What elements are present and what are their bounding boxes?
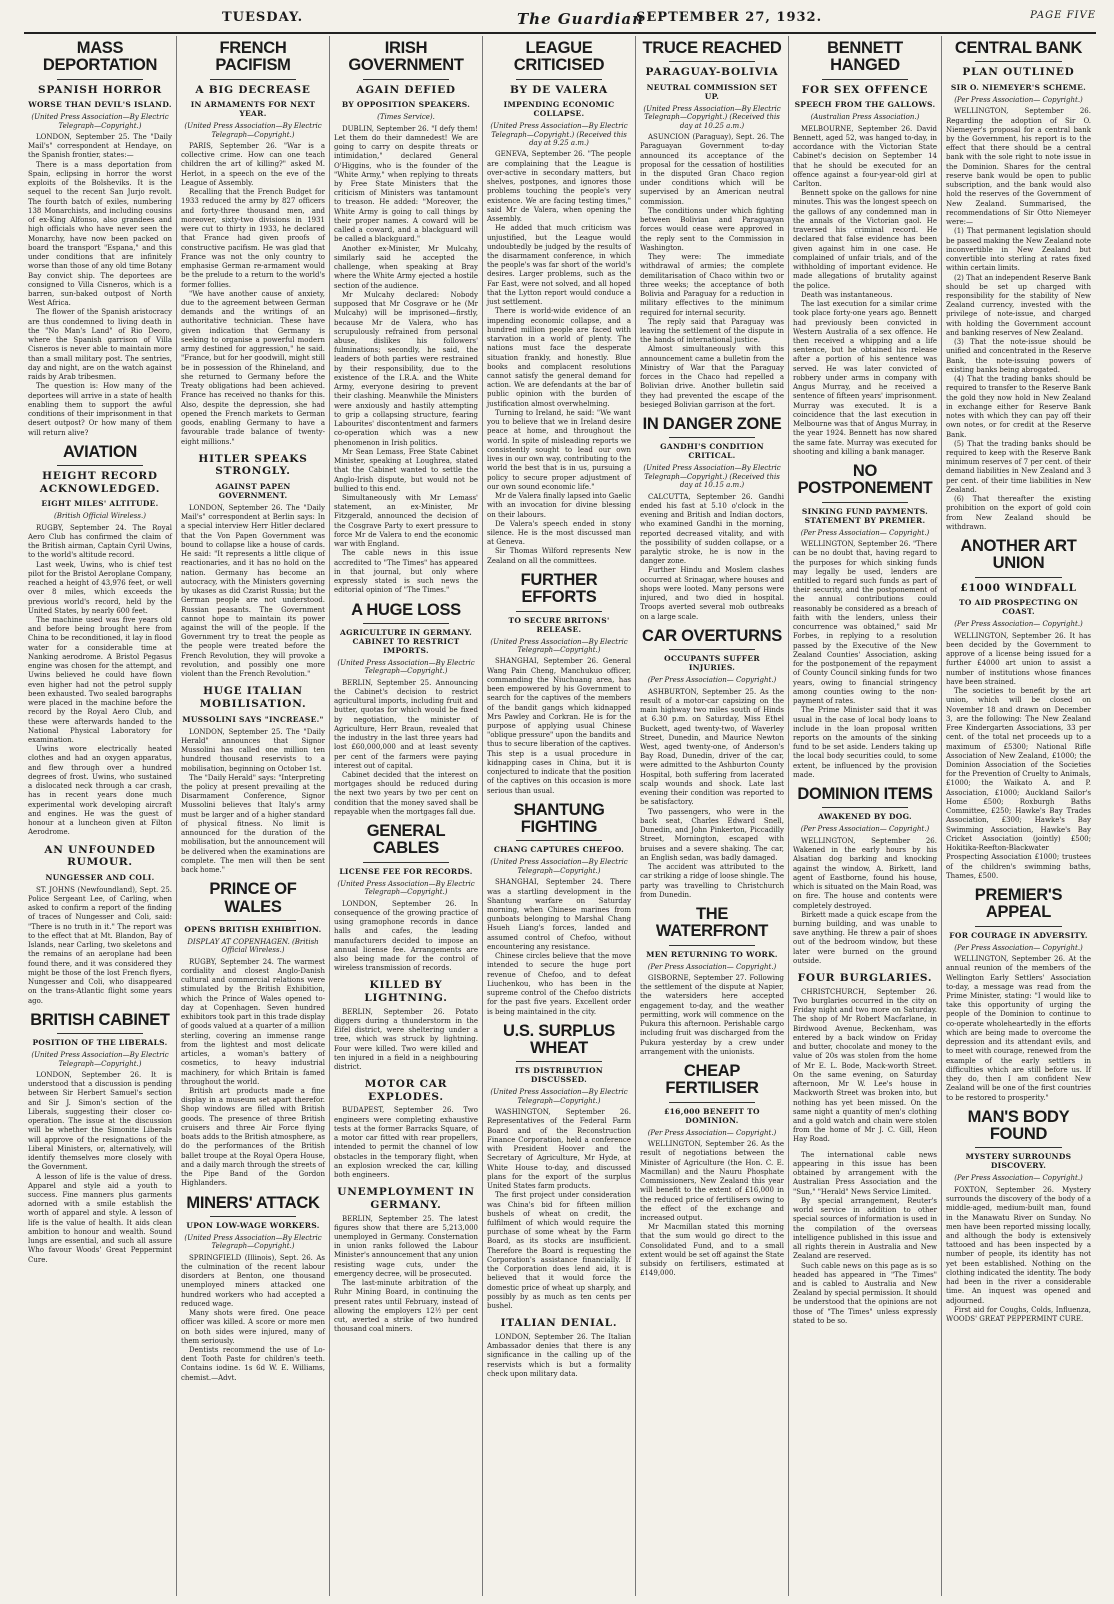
- column-7: [942, 36, 1095, 1596]
- article-subhead: SPANISH HORROR: [37, 83, 163, 96]
- article-body: [946, 955, 1091, 1103]
- article-paragraph: BERLIN, September 26. Potato diggers during a thunderstorm in the Eifel district, were sheltering under a tree, which was struck by lightning. Four were killed. Two were killed and ten injured in a field in a neighbouring district.: [334, 1007, 478, 1072]
- article-credit: (Per Press Association— Copyright.): [954, 95, 1083, 104]
- article: [793, 463, 937, 780]
- article: [487, 1317, 631, 1379]
- column-5: [636, 36, 789, 1596]
- headline-rule: [210, 920, 296, 921]
- article-headline: MINERS' ATTACK: [186, 1193, 320, 1212]
- article: [640, 1063, 784, 1279]
- article-deck: IN ARMAMENTS FOR NEXT YEAR.: [190, 100, 316, 119]
- article-body: [181, 504, 325, 679]
- article-body: [28, 1071, 172, 1265]
- article-paragraph: MELBOURNE, September 26. David Bennett, aged 52, was hanged to-day, in accordance with the Victorian State Cabinet's decision on September 14 that he should be executed for an offence against a four-year-old girl at Carlton.: [793, 124, 937, 189]
- article-headline: FRENCH PACIFISM: [215, 39, 291, 75]
- article: [793, 1151, 937, 1326]
- article-subhead: MOTOR CAR EXPLODES.: [364, 1078, 448, 1103]
- article-credit: (Per Press Association— Copyright.): [647, 962, 777, 971]
- article-paragraph: LONDON, September 25. The "Daily Mail's" correspondent at Hendaye, on the Spanish frontier, states:—: [28, 133, 172, 160]
- article-body: [793, 988, 937, 1145]
- article-body: [640, 974, 784, 1057]
- article-body: [946, 1186, 1091, 1325]
- article-headline: PRINCE OF WALES: [209, 880, 297, 916]
- article-body: [640, 133, 784, 410]
- article-body: [793, 1151, 937, 1326]
- article-body: [793, 540, 937, 780]
- article-body: [487, 150, 631, 566]
- column-2: [177, 36, 330, 1596]
- article-headline: NO POSTPONEMENT: [797, 462, 933, 498]
- article-headline: IN DANGER ZONE: [642, 415, 782, 434]
- article-paragraph: Mr Mulcahy declared: Nobody supposed that Mr Cosgrave or he (Mr Mulcahy) will be imprisoned—firstly, because Mr de Valera, who has scrupulously refrained from personal abuse, dislikes his followers' fulminations; secondly, he said, the leaders of both parties were restrained by their responsibility, due to the existence of the I.R.A. and the White Army, everyone desiring to prevent their clashing. Meanwhile the Ministers were anxiously and hastily attempting to grip a collapsing structure, fearing Labourites' discontentment and farmers co-operation which was a new phenomenon in Irish politics.: [334, 290, 478, 447]
- article-headline: CENTRAL BANK: [954, 39, 1083, 57]
- article-body: [640, 493, 784, 622]
- article-paragraph: Recalling that the French Budget for 1933 reduced the army by 827 officers and forty-three thousand men, and moreover, sixty-two divisions in 1931 were cut to thirty in 1933, he declared that France had given proofs of constructive pacifism. He was glad that France was not the only country to emphasise German re-armament would be the prelude to a return to the world's former follies.: [181, 188, 325, 289]
- article-paragraph: BUDAPEST, September 26. Two engineers were completing exhaustive tests at the former Barracks Square, of a motor car fitted with rear propellers, intended to permit the channel of low obstacles in the temporary flight, when an explosion wrecked the car, killing both engineers.: [334, 1106, 478, 1180]
- article-paragraph: (4) That the trading banks should be required to transfer to the Reserve Bank the gold they now hold in New Zealand in exchange either for Reserve Bank notes with which they can pay off their own notes, or for credit at the Reserve Bank.: [946, 375, 1091, 439]
- article-credit: (United Press Association—By Electric Telegraph—Copyright.) (Received this day at 10.25 a.m.): [643, 104, 781, 130]
- article-paragraph: Sir Thomas Wilford represents New Zealand on all the committees.: [487, 547, 631, 565]
- article-paragraph: ASUNCION (Paraguay), Sept. 26. The Paraguayan Government to-day announced its acceptance of the proposal for the cessation of hostilities in the disputed Gran Chaco region under conditions which will be supervised by an American neutral commission.: [640, 133, 784, 206]
- article-paragraph: Simultaneously with Mr Lemass' statement, an ex-Minister, Mr Fitzgerald, announced the decision of the Cosgrave Party to exert pressure to force Mr de Valera to end the economic war with England.: [334, 493, 478, 549]
- article-paragraph: The cable news in this issue accredited to "The Times" has appeared in that journal, but only where expressly stated is such news the editorial opinion of "The Times.": [334, 549, 478, 595]
- headline-rule: [57, 1033, 143, 1034]
- headline-rule: [822, 79, 908, 80]
- article-credit: (Per Press Association— Copyright.): [800, 825, 930, 834]
- article-subhead: HITLER SPEAKS STRONGLY.: [198, 452, 308, 478]
- article-body: [334, 679, 478, 818]
- headline-rule: [669, 61, 755, 62]
- article-paragraph: WASHINGTON, September 26. Representatives of the Federal Farm Board and of the Reconstruction Finance Corporation, held a conference with President Hoover and the Secretary of Agriculture, Mr Hyde, at White House to-day, and discussed plans for the export of the surplus United States farm products.: [487, 1108, 631, 1191]
- article-credit: (United Press Association—By Electric Telegraph—Copyright.): [337, 879, 475, 897]
- article: [640, 416, 784, 622]
- article-headline: LEAGUE CRITICISED: [513, 39, 605, 75]
- article: [793, 40, 937, 457]
- article: [334, 1078, 478, 1180]
- article-credit: (United Press Association—By Electric Telegraph—Copyright.) (Received this day at 10.15 a.m.): [643, 464, 781, 490]
- article-deck: SINKING FUND PAYMENTS. STATEMENT BY PREMIER.: [801, 506, 929, 525]
- column-3: [330, 36, 483, 1596]
- article-paragraph: Cabinet decided that the interest on mortgages should be reduced during the next two years by two per cent on condition that the money saved shall be repayable when the mortgages fall due.: [334, 771, 478, 816]
- article-paragraph: Birkett made a quick escape from the burning building, and was unable to save anything. He threw a pair of shoes out of the bedroom window, but these later were burned on the ground outside.: [793, 910, 937, 965]
- article-body: [181, 728, 325, 876]
- article-headline: CHEAP FERTILISER: [665, 1062, 759, 1098]
- article-body: [487, 657, 631, 796]
- article-body: [28, 524, 172, 838]
- article: [946, 40, 1091, 532]
- article-credit: DISPLAY AT COPENHAGEN. (British Official Wireless.): [187, 937, 319, 955]
- article: [640, 628, 784, 900]
- article-deck: TO SECURE BRITONS' RELEASE.: [508, 615, 610, 634]
- headline-rule: [516, 79, 602, 80]
- article-paragraph: A lesson of life is the value of dress. Apparel and style aid a youth to success. Fine manners plus garments adorned with a smile establish the worth of apparel and style. A lesson of life is the value of health. It aids clean ambition to honour and wealth. Sound lungs are essential, and such all assure Who favour Woods' Great Peppermint Cure.: [28, 1172, 172, 1264]
- article-paragraph: SPRINGFIELD (Illinois), Sept. 26. As the culmination of the recent labour disorders at Benton, one thousand unemployed miners attacked one hundred workers who had accepted a reduced wage.: [181, 1253, 325, 1308]
- column-4: [483, 36, 636, 1596]
- headline-rule: [363, 623, 449, 624]
- article-body: [487, 1108, 631, 1311]
- article-credit: (United Press Association—By Electric Telegraph—Copyright.): [490, 637, 628, 654]
- article-body: [181, 142, 325, 447]
- article-credit: (United Press Association—By Electric Telegraph—Copyright.): [490, 1088, 628, 1105]
- article: [334, 979, 478, 1072]
- article: [28, 444, 172, 838]
- article-deck: FOR COURAGE IN ADVERSITY.: [949, 930, 1088, 940]
- headline-rule: [210, 79, 296, 80]
- article-headline: FURTHER EFFORTS: [520, 570, 598, 607]
- article-subhead: FOR SEX OFFENCE: [801, 83, 929, 96]
- article-body: [793, 837, 937, 966]
- article-paragraph: RUGBY, September 24. The warmest cordiality and closest Anglo-Danish cultural and commercial relations were stimulated by the British Exhibition, which the Prince of Wales opened to-day at Copenhagen. Seven hundred exhibitors took part in this trade display of goods valued at a quarter of a million sterling, covering an immense range from the lightest and most delicate articles, a woman's battery of cosmetics, to heavy industrial machinery, for which Britain is famed throughout the world.: [181, 957, 325, 1086]
- article-subhead: PLAN OUTLINED: [962, 66, 1075, 79]
- article-headline: AVIATION: [63, 442, 137, 461]
- article: [28, 844, 172, 1006]
- article-paragraph: The conditions under which fighting between Bolivian and Paraguayan forces would cease were approved in the reply sent to the Commission in Washington.: [640, 206, 784, 252]
- article-credit: (Per Press Association— Copyright.): [647, 676, 777, 685]
- article-paragraph: The last execution for a similar crime took place forty-one years ago. Bennett had previously been convicted in Western Australia of a sex offence. He then received a whipping and a life sentence, but he obtained his release after a portion of his sentence was served. He was later convicted of robbery under arms in company with Angus Murray, and he received a sentence of fifteen years' imprisonment. Murray was executed. It is a coincidence that the last execution in Melbourne was that of Angus Murray, in the year 1924. Bennett has now shared the same fate. Murray was executed for shooting and killing a bank manager.: [793, 300, 937, 456]
- article-body: [334, 1106, 478, 1180]
- article-paragraph: Uwins wore electrically heated clothes and had an oxygen apparatus, and flew through over a hundred degrees of frost. Uwins, who sustained a dislocated neck through a car crash, has in recent years done much experimental work developing aircraft and engines. He was the guest of honour at a luncheon given at Filton Aerodrome.: [28, 745, 172, 837]
- article-headline: MAN'S BODY FOUND: [967, 1107, 1070, 1144]
- article-subhead: UNEMPLOYMENT IN GERMANY.: [337, 1186, 475, 1211]
- article-credit: (United Press Association—By Electric Telegraph—Copyright.) (Received this day at 9.25 a.m.): [490, 122, 628, 147]
- article-body: [334, 125, 478, 596]
- article-credit: (United Press Association—By Electric Telegraph—Copyright.): [31, 113, 169, 130]
- article-deck: EIGHT MILES' ALTITUDE.: [41, 499, 159, 509]
- article-paragraph: The accident was attributed to the car striking a ridge of loose shingle. The party was travelling to Christchurch from Dunedin.: [640, 863, 784, 899]
- article: [640, 906, 784, 1057]
- article-deck: NUNGESSER AND COLI.: [45, 872, 155, 882]
- article-deck: NEUTRAL COMMISSION SET UP.: [646, 82, 778, 101]
- article-paragraph: Chinese circles believe that the move intended to secure the huge port revenue of Chefoo, and to defeat Liuchenkou, who has been in the supreme control of the Chefoo districts for the past five years. Excellent order is being maintained in the city.: [487, 952, 631, 1016]
- article-subhead: AN UNFOUNDED RUMOUR.: [44, 843, 156, 869]
- article: [181, 1195, 325, 1383]
- article: [181, 685, 325, 875]
- article: [487, 572, 631, 796]
- masthead-date: SEPTEMBER 27, 1932.: [636, 10, 823, 25]
- article-body: [334, 1215, 478, 1335]
- article: [334, 602, 478, 818]
- article-paragraph: The Prime Minister said that it was usual in the case of local body loans to include in the loan proposal written reports on the amounts of the sinking fund to be set aside. Lenders taking up the local body securities could, to some extent, be influenced by the provision made.: [793, 706, 937, 779]
- column-1: [24, 36, 177, 1596]
- article: [28, 1012, 172, 1265]
- masthead: [24, 8, 1096, 34]
- headline-rule: [516, 840, 602, 841]
- article-subhead: A BIG DECREASE: [195, 83, 311, 96]
- article-paragraph: Dentists recommend the use of Lo-dent Tooth Paste for children's teeth. Contains iodine. 1s 6d W. E. Williams, chemist.—Advt.: [181, 1346, 325, 1382]
- article-paragraph: GENEVA, September 26. "The people are complaining that the League is over-active in secondary matters, but shelves, postpones, and ignores those problems touching the people's very existence. We are facing testing times," said Mr de Valera, when opening the Assembly.: [487, 150, 631, 224]
- article-body: [28, 133, 172, 438]
- column-grid: [24, 36, 1096, 1596]
- article-subhead: PARAGUAY-BOLIVIA: [645, 66, 779, 79]
- article-deck: £16,000 BENEFIT TO DOMINION.: [664, 1106, 760, 1125]
- article-paragraph: Another ex-Minister, Mr Mulcahy, similarly said he accepted the challenge, when speaking at Bray where the White Army ejected a hostile section of the audience.: [334, 244, 478, 290]
- article-deck: BY OPPOSITION SPEAKERS.: [341, 100, 471, 110]
- article-paragraph: CALCUTTA, September 26. Gandhi ended his fast at 5.10 o'clock in the evening and British and Indian doctors, who examined Gandhi in the morning, reported decreased vitality, and with the possibility of sudden collapse, or a paralytic stroke, he is now in the danger zone.: [640, 492, 784, 566]
- article-credit: (United Press Association—By Electric Telegraph—Copyright.): [184, 122, 322, 139]
- article-deck: ITS DISTRIBUTION DISCUSSED.: [514, 1066, 604, 1085]
- article-headline: U.S. SURPLUS WHEAT: [503, 1021, 615, 1058]
- article-credit: (Per Press Association— Copyright.): [954, 1174, 1083, 1183]
- article-paragraph: WELLINGTON, September 26. At the annual reunion of the members of the Wellington Early Settlers' Association to-day, a message was read from the Prime Minister, stating: "I would like to take this opportunity of urging the people of the Dominion to continue to co-operate wholeheartedly in the efforts which are being made to overcome the depression and its attendant evils, and to meet with courage, renewed from the example of the early settlers in difficulties which are still before us. If they do, then I am confident New Zealand will be one of the first countries to be restored to prosperity.": [946, 955, 1091, 1102]
- headline-rule: [363, 79, 449, 80]
- article-paragraph: Further Hindu and Moslem clashes occurred at Srinagar, where houses and shops were looted. Many persons were injured, and two died in hospital. Troops averted several mob outbreaks on a large scale.: [640, 566, 784, 621]
- headline-rule: [669, 437, 755, 438]
- article-paragraph: There is a mass deportation from Spain, eclipsing in horror the worst exploits of the Bolsheviks. It is the sequel to the recent San Jurjo revolt. The fourth batch of exiles, numbering 138 Monarchists, and including cousins of ex-King Alfonso, also grandees and high officials who have never seen the Monarchy, have now been packed on board the transport "Espana," and this under conditions that are infinitely worse than those of any old time Botany Bay convict ship. The deportees are consigned to Villa Cisneros, which is a barren, sun-baked outpost of North West Africa.: [28, 160, 172, 308]
- article-paragraph: By special arrangement, Reuter's world service in addition to other special sources of information is used in the compilation of the overseas intelligence published in this issue and all rights therein in Australia and New Zealand are reserved.: [793, 1196, 937, 1261]
- article: [28, 40, 172, 438]
- article-paragraph: DUBLIN, September 26. "I defy them! Let them do their damnedest! We are going to carry on despite threats or intimidation," declared General O'Higgins, who is the founder of the "White Army," when replying to threats by Free State Ministers that the criticism of Ministers was tantamount to treason. He added: "Moreover, the White Army is going to call things by their proper names. A coward will be called a coward, and a blackguard will be called a blackguard.": [334, 124, 478, 244]
- article: [946, 887, 1091, 1103]
- article-paragraph: (5) That the trading banks should be required to keep with the Reserve Bank minimum reserves of 7 per cent. of their demand liabilities in New Zealand and 3 per cent. of their time liabilities in New Zealand.: [946, 439, 1091, 494]
- article-paragraph: ST. JOHNS (Newfoundland), Sept. 25. Police Sergeant Lee, of Carling, when asked to confirm a report of the finding of traces of Nungesser and Coli, said: "There is no truth in it." The report was to the effect that at Mt. Blandon, Bay of Islands, near Carling, two skeletons and the remains of an aeroplane had been found there, and it was considered they might be those of the lost French flyers, Nungesser and Coli, who disappeared on the trans-Atlantic flight some years ago.: [28, 885, 172, 1005]
- article-paragraph: BERLIN, September 25. Announcing the Cabinet's decision to restrict agricultural imports, including fruit and butter, quotas for which would be fixed by negotiation, the minister of Agriculture, Herr Braun, revealed that the industry in the last three years had lost £60,000,000 and at least seventy per cent of the farmers were paying interest out of capital.: [334, 678, 478, 770]
- article-paragraph: De Valera's speech ended in stony silence. He is the most discussed man at Geneva.: [487, 519, 631, 547]
- headline-rule: [210, 1216, 296, 1217]
- article: [181, 40, 325, 447]
- article-paragraph: CHRISTCHURCH, September 26. Two burglaries occurred in the city on Friday night and two more on Saturday. The shop of Mr Robert Macfarlane, in Birdwood Avenue, Beckenham, was entered by a back window on Friday and butter, chocolate and money to the value of 20s was stolen from the home of Mr E. L. Bode, Mack-worth Street. On the same evening, on Saturday afternoon, Mr W. Lee's house in Mackworth Street was broken into, but nothing has yet been missed. On the same night a quantity of men's clothing and a gold watch and chain were stolen from the home of Mr J. C. Gill, Heon Hay Road.: [793, 987, 937, 1144]
- article-paragraph: The machine used was five years old and before being brought here from China to be reconditioned, it lay in flood water for a considerable time at Nanking aerodrome. A Bristol Pegasus engine was chosen for the attempt, and Uwins believed he could have flown even higher had not the petrol supply been exhausted. Two sealed barographs were placed in the machine before the record by the Royal Aero Club, and these were afterwards handed to the National Physical Laboratory for examination.: [28, 615, 172, 745]
- headline-rule: [516, 611, 602, 612]
- article-paragraph: British art products made a fine display in a museum set apart therefor. Shop windows are filled with British goods. The presence of three British cruisers and three Air Force flying boats adds to the British atmosphere, as do the performances of the British ballet troupe at the Royal Opera House, and a daily march through the streets of the Pipe Band of the Gordon Highlanders.: [181, 1087, 325, 1188]
- article: [181, 453, 325, 680]
- article-deck: CHANG CAPTURES CHEFOO.: [493, 845, 625, 855]
- article-subhead: ITALIAN DENIAL.: [500, 1317, 618, 1330]
- article-paragraph: LONDON, September 26. In consequence of the growing practice of using gramophone records in dance halls and cafes, the leading manufacturers decided to impose an annual license fee. Arrangements are also being made for the control of wireless transmission of records.: [334, 899, 478, 973]
- headline-rule: [822, 807, 908, 808]
- article-headline: DOMINION ITEMS: [797, 785, 933, 804]
- article-paragraph: (6) That thereafter the existing prohibition on the export of gold coin from New Zealand should be withdrawn.: [946, 495, 1091, 531]
- article-deck: IMPENDING ECONOMIC COLLAPSE.: [503, 100, 615, 119]
- article-paragraph: SHANGHAI, September 26. General Wang Pain Cheng, Manchukuo officer, commanding the Niuchuang area, has been empowered by his Government to search for the captives of the members of the bandit gangs which kidnapped Mrs Pawley and Corkran. He is for the purpose of applying usual Chinese "oblique pressure" upon the bandits and thus to secure liberation of the captives. This step is a usual procedure in kidnapping cases in China, but it is conjectured to indicate that the position of the captives on this occasion is more serious than usual.: [487, 657, 631, 795]
- article-deck: SIR O. NIEMEYER'S SCHEME.: [950, 82, 1087, 92]
- article-paragraph: Such cable news on this page as is so headed has appeared in "The Times" and is cabled to Australia and New Zealand by special permission. It should be understood that the opinions are not those of "The Times" unless expressly stated to be so.: [793, 1261, 937, 1325]
- column-6: [789, 36, 942, 1596]
- article-paragraph: WELLINGTON, September 26. It has been decided by the Government to approve of a license being issued for a further £4000 art union to assist a number of institutions whose finances have been strained.: [946, 631, 1091, 686]
- article-deck: MUSSOLINI SAYS "INCREASE.": [182, 714, 324, 724]
- article-body: [181, 1254, 325, 1383]
- article-body: [487, 878, 631, 1017]
- article-paragraph: Two passengers, who were in the back seat, Charles Edward Snell, Dunedin, and John Pinkerton, Piccadilly Street, Mornington, escaped with bruises and a severe shaking. The car, an English sedan, was badly damaged.: [640, 807, 784, 862]
- article-subhead: AGAIN DEFIED: [356, 83, 456, 96]
- article-paragraph: (2) That an independent Reserve Bank should be set up charged with responsibility for the stability of New Zealand currency, invested with the privilege of note-issue, and charged with holding the Government account and banking reserves of New Zealand.: [946, 273, 1091, 337]
- article-deck: OPENS BRITISH EXHIBITION.: [184, 924, 322, 934]
- article-credit: (Australian Press Association.): [810, 113, 920, 122]
- article-body: [793, 125, 937, 457]
- article-subhead: £1000 WINDFALL: [960, 581, 1077, 594]
- article-body: [28, 886, 172, 1006]
- article-paragraph: LONDON, September 26. The Italian Ambassador denies that there is any significance in the calling up of the reservists which is but a formality check upon military data.: [487, 1332, 631, 1378]
- article: [487, 802, 631, 1017]
- article-paragraph: Bennett spoke on the gallows for nine minutes. This was the longest speech on the gallows of any condemned man in the annals of the Victorian gaol. He traversed his criminal record. He declared that false evidence has been given against him in one case. He complained of unfair trials, and of the withholding of important evidence. He made allegations of brutality against the police.: [793, 189, 937, 290]
- article-headline: A HUGE LOSS: [351, 600, 461, 619]
- article-paragraph: ASHBURTON, September 25. As the result of a motor-car capsizing on the main highway two miles south of Hinds at 6.30 p.m. on Saturday, Miss Ethel Buckett, aged twenty-two, of Waverley Street, Dunedin, and Maurice Newton West, aged twenty-one, of Anderson's Bay Road, Dunedin, driver of the car, were admitted to the Ashburton County Hospital, both suffering from lacerated scalp wounds and shock. Late last evening their condition was reported to be satisfactory.: [640, 687, 784, 807]
- article-paragraph: WELLINGTON, September 26. Wakened in the early hours by his Alsatian dog barking and knocking against the window, A. Birkett, land agent of Eastborne, found his house, which is situated on the Main Road, was on fire. The house and contents were completely destroyed.: [793, 836, 937, 910]
- article-paragraph: WELLINGTON, September 26. Regarding the adoption of Sir O. Niemeyer's proposal for a central bank by the Government, his report is to the effect that there should be a central bank with the sole right to note issue in the Dominion. Shares for the central reserve bank would be open to public subscription, and the bank would also hold the reserves of the Government of New Zealand. Summarised, the recommendations of Sir Otto Niemeyer were:—: [946, 107, 1091, 227]
- article-paragraph: PARIS, September 26. "War is a collective crime. How can one teach children the art of killing?" asked M. Herlot, in a speech on the eve of the League of Assembly.: [181, 142, 325, 187]
- article-deck: AGRICULTURE IN GERMANY. CABINET TO RESTRICT IMPORTS.: [339, 627, 473, 655]
- headline-rule: [669, 649, 755, 650]
- article: [640, 40, 784, 410]
- article-deck: GANDHI'S CONDITION CRITICAL.: [660, 442, 764, 461]
- article: [334, 823, 478, 973]
- headline-rule: [975, 1147, 1062, 1148]
- article: [487, 40, 631, 566]
- article-headline: SHANTUNG FIGHTING: [513, 800, 605, 837]
- article-credit: (United Press Association—By Electric Telegraph—Copyright.): [184, 1233, 322, 1251]
- masthead-page-number: PAGE FIVE: [1030, 10, 1096, 21]
- article-paragraph: LONDON, September 26. The "Daily Mail's" correspondent at Berlin says: In a special interview Herr Hitler declared that the Von Papen Government was bound to collapse like a house of cards. He said: "It represents a little clique of reactionaries, and it has no hold on the nation. Germany has become an autocracy, with the Ministers governing by ukases as did Czarist Russia; but the German people are not understood. Russian peasants. The Government cannot hope to maintain its power against the will of the people. If the Government try to treat the people as the people were treated before the French Revolution, they will provoke a revolution, and possibly one more violent than the French Revolution.": [181, 503, 325, 679]
- masthead-paper-name: The Guardian: [517, 10, 644, 28]
- article-body: [334, 900, 478, 974]
- article-paragraph: Death was instantaneous.: [801, 290, 893, 299]
- article-paragraph: GISBORNE, September 27. Following the settlement of the dispute at Napier, the watersiders here accepted engagement to-day, and the weather permitting, work will commence on the Pukura this afternoon. Perishable cargo including fruit was discharged from the Pukura yesterday by a crew under arrangement with the unionists.: [640, 973, 784, 1056]
- article-credit: (Per Press Association— Copyright.): [647, 1128, 777, 1137]
- article-paragraph: WELLINGTON, September 26. As the result of negotiations between the Minister of Agriculture (the Hon. C. E. Macmillan) and the Nauru Phosphate Commissioners, New Zealand this year will benefit to the extent of £16,000 in the reduced price of fertilisers owing to the effect of the exchange and increased output.: [640, 1140, 784, 1222]
- article-paragraph: Mr Macmillan stated this morning that the sum would go direct to the Consolidated Fund, and to a small extent would be set off against the State subsidy on fertilisers, estimated at £149,000.: [640, 1223, 784, 1278]
- article-deck: SPEECH FROM THE GALLOWS.: [794, 100, 936, 110]
- article-paragraph: Mr de Valera finally lapsed into Gaelic with an invocation for divine blessing on their labours.: [487, 492, 631, 519]
- article-paragraph: BERLIN, September 25. The latest figures show that there are 5,213,000 unemployed in Germany. Consternation in union ranks followed the Labour Minister's announcement that any union resisting wage cuts, under the emergency decree, will be prosecuted.: [334, 1214, 478, 1278]
- article-body: [487, 1333, 631, 1379]
- article-paragraph: Last week, Uwins, who is chief test pilot for the Bristol Aeroplane Company, reached a height of 43,976 feet, or well over 8 miles, which exceeds the previous world's record, held by the United States, by nearly 600 feet.: [28, 560, 172, 615]
- article-paragraph: The question is: How many of the deportees will arrive in a state of health enabling them to support the awful conditions of their imprisonment in that desert outpost? Or how many of them will return alive?: [28, 382, 172, 437]
- article: [487, 1023, 631, 1312]
- article-paragraph: (3) That the note-issue should be unified and concentrated in the Reserve Bank, the note-issuing powers of existing banks being abrogated.: [946, 338, 1091, 374]
- headline-rule: [669, 1102, 755, 1103]
- headline-rule: [516, 1061, 602, 1062]
- headline-rule: [822, 502, 908, 503]
- article-paragraph: LONDON, September 26. It is understood that a discussion is pending between Sir Herbert Samuel's section and Sir J. Simon's section of the Liberals, suggesting their closer co-operation. The issue at the discussion will be whether the Simonite Liberals will approve of the resignations of the Liberal Ministers, or, alternatively, will identify themselves more closely with the Government.: [28, 1070, 172, 1172]
- article-deck: AWAKENED BY DOG.: [818, 812, 912, 822]
- article: [793, 972, 937, 1145]
- article-deck: UPON LOW-WAGE WORKERS.: [186, 1220, 320, 1230]
- article-paragraph: (1) That permanent legislation should be passed making the New Zealand note inconvertible in New Zealand but convertible into sterling at rates fixed within certain limits.: [946, 227, 1091, 273]
- article-deck: WORSE THAN DEVIL'S ISLAND.: [28, 100, 172, 110]
- article: [181, 881, 325, 1188]
- article-subhead: FOUR BURGLARIES.: [797, 972, 933, 985]
- article-credit: (United Press Association—By Electric Telegraph—Copyright.): [31, 1051, 169, 1068]
- headline-rule: [57, 465, 143, 466]
- article-paragraph: First aid for Coughs, Colds, Influenza, WOODS' GREAT PEPPERMINT CURE.: [946, 1305, 1091, 1324]
- article-paragraph: Almost simultaneously with this announcement came a bulletin from the Ministry of War that the Paraguay forces in the Chaco had repelled a Bolivian drive. Another bulletin said they had prevented the escape of the besieged Bolivian garrison at the fort.: [640, 345, 784, 409]
- article-body: [946, 632, 1091, 881]
- article-subhead: KILLED BY LIGHTNING.: [364, 979, 448, 1005]
- article-subhead: HEIGHT RECORD ACKNOWLEDGED.: [39, 470, 161, 495]
- article-paragraph: WELLINGTON, September 26. "There can be no doubt that, having regard to the purposes for which sinking funds may legally be used, lenders are entitled to regard such funds as part of their security, and the postponement of the annual contributions could reasonably be considered as a breach of faith with the lenders, unless their concurrence was obtained," said Mr Forbes, in replying to a resolution passed by the Executive of the New Zealand Counties' Association, asking for the postponement of the repayment of County Council sinking funds for two years, owing to financial stringency among counties owing to the non-payment of rates.: [793, 540, 937, 706]
- article-headline: THE WATERFRONT: [655, 904, 769, 941]
- article-paragraph: The "Daily Herald" says: "Interpreting the policy at present prevailing at the Disarmament Conference, Signor Mussolini believes that Italy's army must be larger and of a higher standard of physical fitness. No limit is announced for the duration of the mobilisation, but the announcement will be delivered when the examinations are complete. The men will then be sent back home.": [181, 773, 325, 875]
- headline-rule: [975, 577, 1062, 578]
- article-paragraph: Mr Sean Lemass, Free State Cabinet Minister, speaking at Loughrea, stated that the Cabinet wanted to settle the Anglo-Irish dispute, but would not be bullied to this end.: [334, 447, 478, 493]
- article-credit: (Per Press Association— Copyright.): [800, 528, 930, 537]
- article-paragraph: Many shots were fired. One peace officer was killed. A score or more men on both sides were injured, many of them seriously.: [181, 1309, 325, 1345]
- article-headline: BENNETT HANGED: [827, 39, 903, 75]
- article-subhead: HUGE ITALIAN MOBILISATION.: [199, 685, 307, 710]
- article-headline: BRITISH CABINET: [30, 1010, 170, 1029]
- article-body: [946, 107, 1091, 532]
- article-paragraph: The reply said that Paraguay was leaving the settlement of the dispute in the hands of international justice.: [640, 317, 784, 345]
- article-body: [334, 1008, 478, 1073]
- headline-rule: [363, 862, 449, 863]
- masthead-day: TUESDAY.: [222, 10, 304, 25]
- article-paragraph: The societies to benefit by the art union, which will be closed on November 18 and drawn on December 3, are the following: The New Zealand Free Kindergarten Associations, 33 per cent. of the total net proceeds up to a maximum of £5300; National Rifle Association of New Zealand, £1000; the Dominion Association of the Societies for the Prevention of Cruelty to Animals, £1000; the Waikato A. and P. Association, £1000; Auckland Sailor's Home £500; Roxburgh Baths Committee, £250; Hawke's Bay Trades Association, £300; Hawke's Bay Swimming Association, Hawke's Bay Cricket Association (jointly) £500; Hokitika-Reefton-Blackwater Prospecting Association £1000; trustees of the children's swimming baths, Thames, £500.: [946, 687, 1091, 880]
- article-credit: (United Press Association—By Electric Telegraph—Copyright.): [337, 658, 475, 676]
- article-deck: MEN RETURNING TO WORK.: [646, 949, 778, 959]
- article-headline: CAR OVERTURNS: [641, 626, 783, 645]
- headline-rule: [669, 945, 755, 946]
- article: [793, 786, 937, 966]
- article-deck: OCCUPANTS SUFFER INJURIES.: [664, 654, 760, 673]
- article-paragraph: The international cable news appearing in this issue has been obtained by arrangement with the Australian Press Association and the "Sun," "Herald" News Service Limited.: [793, 1150, 937, 1196]
- article-body: [640, 1140, 784, 1279]
- article-headline: ANOTHER ART UNION: [960, 537, 1077, 573]
- article: [334, 1186, 478, 1334]
- article-credit: (Times Service).: [377, 113, 435, 122]
- article-paragraph: RUGBY, September 24. The Royal Aero Club has confirmed the claim of the British airman, Captain Cyril Uwins, to the world's altitude record.: [28, 523, 172, 560]
- article-paragraph: Turning to Ireland, he said: "We want you to believe that we in Ireland desire peace at home, and throughout the world. In spite of misleading reports we consistently sought to lead our own lives in our own way, contributing to the world the best that is in us, pursuing a policy to secure proper adjustment of our own sound economic life.": [487, 408, 631, 491]
- article-paragraph: LONDON, September 25. The "Daily Herald" announces that Signor Mussolini has called one million ten hundred thousand reservists to a mobilisation, beginning on October 1st.: [181, 727, 325, 773]
- article-paragraph: The first project under consideration was China's bid for fifteen million bushels of wheat on credit, the fulfilment of which would require the purchase of some wheat by the Farm Board, as its stocks are insufficient. Therefore the Board is requesting the Corporation's assistance financially. If the Corporation does lend aid, it is believed that it would force the domestic price of wheat up sharply, and possibly by as much as ten cents per bushel.: [487, 1191, 631, 1311]
- article: [946, 538, 1091, 881]
- headline-rule: [975, 61, 1062, 62]
- article-credit: (British Official Wireless.): [54, 512, 146, 521]
- headline-rule: [975, 926, 1062, 927]
- article-paragraph: They were: The immediate withdrawal of armies; the complete demilitarisation of Chaco within two or three weeks; the acceptance of both Bolivia and Paraguay for a reduction in military effectives to the minimum required for internal security.: [640, 253, 784, 317]
- headline-rule: [57, 79, 143, 80]
- article: [946, 1109, 1091, 1325]
- article-deck: AGAINST PAPEN GOVERNMENT.: [215, 481, 291, 500]
- article-deck: POSITION OF THE LIBERALS.: [32, 1038, 168, 1048]
- article-credit: (United Press Association—By Electric Telegraph—Copyright.): [490, 858, 628, 875]
- article-body: [640, 688, 784, 900]
- article-subhead: BY DE VALERA: [510, 83, 608, 96]
- article-body: [181, 958, 325, 1189]
- article-headline: IRISH GOVERNMENT: [348, 39, 464, 75]
- article-paragraph: SHANGHAI, September 24. There was a startling development in the Shantung warfare on Saturday morning, when Chinese marines from gunboats belonging to Marshal Chang Hsueh Liang's forces, landed and assumed control of Chefoo, without encountering any resistance.: [487, 878, 631, 951]
- article-paragraph: The last-minute arbitration of the Ruhr Mining Board, in continuing the present rates until February, instead of allowing the employers 12½ per cent cut, averted a strike of two hundred thousand coal miners.: [334, 1279, 478, 1334]
- article-deck: TO AID PROSPECTING ON COAST.: [959, 598, 1078, 617]
- article-credit: (Per Press Association— Copyright.): [954, 620, 1083, 629]
- article-paragraph: FOXTON, September 26. Mystery surrounds the discovery of the body of a middle-aged, medium-built man, found in the Manawatu River on Sunday. No men have been reported missing locally, and although the body is extensively tattooed and has been inspected by a number of people, its identity has not yet been established. Nothing on the clothing indicated the identity. The body had been in the river a considerable time. An inquest was opened and adjourned.: [946, 1185, 1091, 1305]
- article-paragraph: He added that much criticism was unjustified, but the League would undoubtedly be judged by the results of the disarmament conference, in which the people's was far short of the world's desires. Larger problems, such as the Far East, were not solved, and all hoped that the Lytton report would conduce a just settlement.: [487, 224, 631, 307]
- article-headline: TRUCE REACHED: [642, 39, 782, 57]
- article-paragraph: There is world-wide evidence of an impending economic collapse, and a hundred million people are faced with starvation in a world of plenty. The nations must face the desperate situation frankly, and honestly. Blue books and complacent resolutions cannot satisfy the general demand for action. We are defendants at the bar of public opinion with the burden of justification almost overwhelming.: [487, 307, 631, 408]
- article-deck: MYSTERY SURROUNDS DISCOVERY.: [965, 1152, 1072, 1171]
- article-credit: (Per Press Association— Copyright.): [954, 943, 1083, 952]
- article: [334, 40, 478, 596]
- article-headline: MASS DEPORTATION: [42, 39, 158, 75]
- article-deck: LICENSE FEE FOR RECORDS.: [339, 866, 473, 876]
- article-headline: PREMIER'S APPEAL: [974, 886, 1063, 922]
- article-paragraph: The flower of the Spanish aristocracy are thus condemned to living death in the "No Man's Land" of Rio Deoro, where the Spanish garrison of Villa Cisneros is never able to maintain more than a small military post. The sentries, day and night, are on the watch against raids by Arab tribesmen.: [28, 308, 172, 382]
- article-headline: GENERAL CABLES: [366, 822, 446, 858]
- article-paragraph: "We have another cause of anxiety, due to the agreement between German demands and the writings of an authoritative technician. These have given indication that Germany is seeking to organise a powerful modern army destined for aggression," he said. "France, but for her goodwill, might still be in possession of the Rhineland, and she returned to Germany before the Treaty obligations had been achieved. France has received no thanks for this. Also, despite the depression, she had opened the French markets to German goods, enabling Germany to have a favourable trade balance of twenty-eight millions.": [181, 289, 325, 446]
